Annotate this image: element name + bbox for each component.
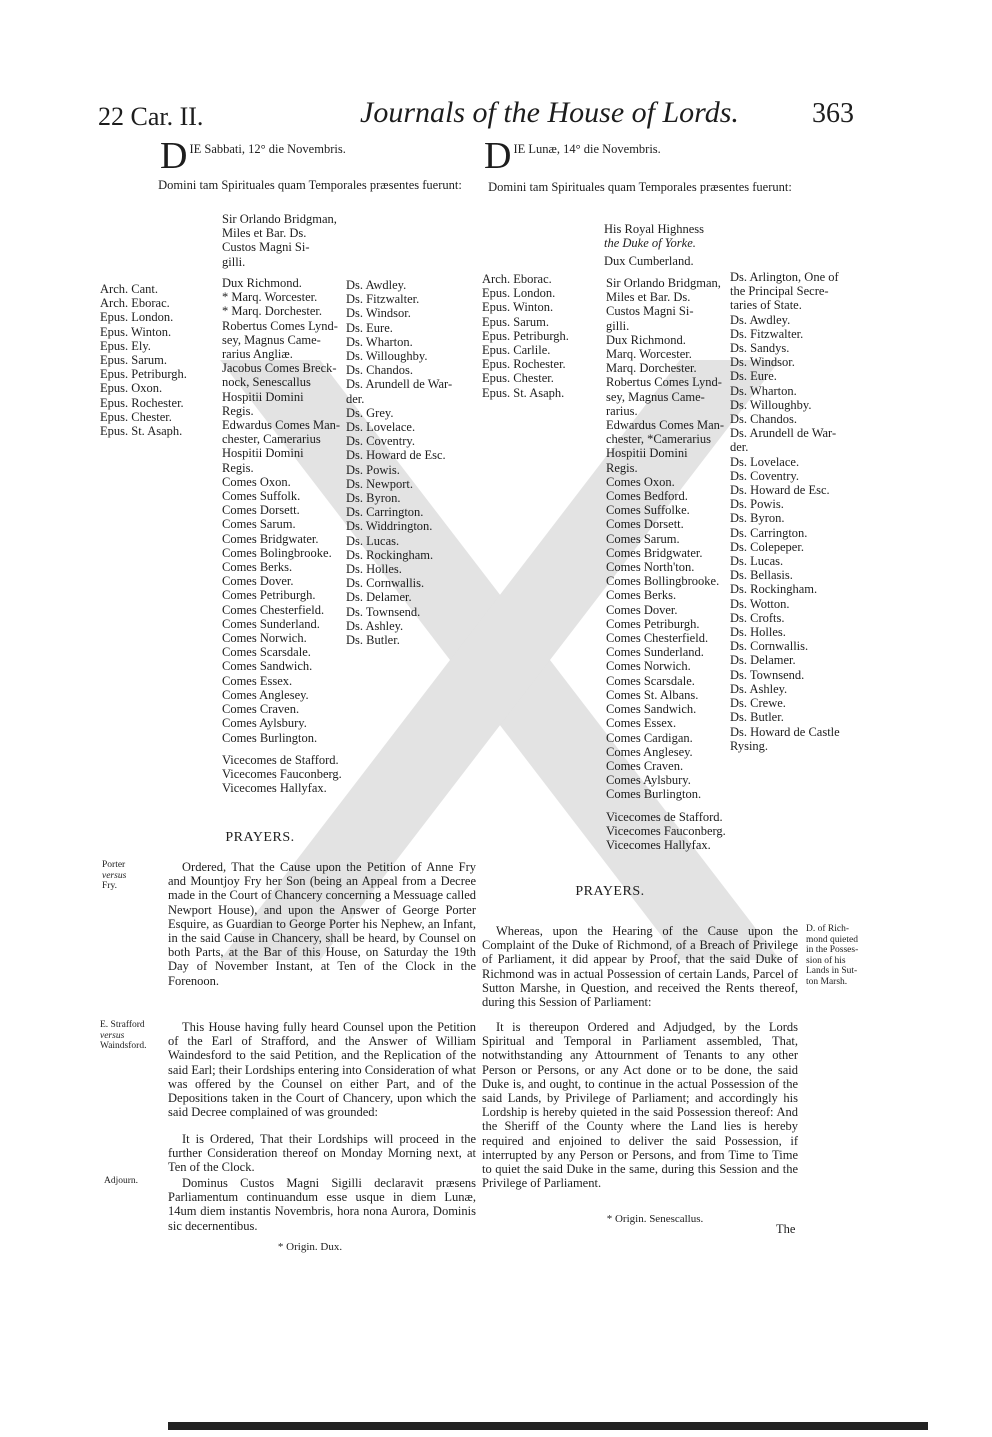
list-item: Comes Anglesey.: [606, 744, 693, 759]
note-line: versus: [100, 1030, 125, 1041]
list-item: Ds. Rockingham.: [346, 547, 434, 562]
list-item: Ds. Sandys.: [730, 341, 790, 356]
list-item: Ds. Fitzwalter.: [730, 326, 804, 341]
list-item: Hospitii Domini: [606, 446, 688, 461]
scan-edge-bar: [168, 1422, 928, 1430]
list-item: Ds. Holles.: [346, 562, 402, 577]
list-item: Robertus Comes Lynd-: [222, 318, 338, 333]
list-item: Ds. Crewe.: [730, 696, 786, 711]
list-item: Robertus Comes Lynd-: [606, 375, 722, 390]
list-item: Ds. Crofts.: [730, 610, 785, 625]
right-date: IE Lunæ, 14° die Novembris.: [513, 142, 661, 156]
list-item: the Duke of Yorke.: [604, 236, 696, 251]
list-item: Epus. Petriburgh.: [100, 367, 187, 382]
list-item: Edwardus Comes Man-: [606, 418, 725, 433]
list-item: Ds. Ashley.: [730, 681, 788, 696]
list-item: Ds. Lovelace.: [346, 420, 416, 435]
list-item: Comes Burlington.: [606, 787, 702, 802]
list-item: Ds. Powis.: [346, 462, 400, 477]
list-item: Comes Oxon.: [606, 474, 675, 489]
list-item: Ds. Arlington, One of: [730, 270, 839, 284]
right-prayers-heading: PRAYERS.: [575, 884, 645, 899]
list-item: Marq. Worcester.: [606, 347, 692, 362]
note-line: E. Strafford: [100, 1020, 145, 1030]
list-item: Comes Sandwich.: [222, 659, 313, 674]
list-item: Ds. Willoughby.: [730, 397, 812, 412]
list-item: Ds. Chandos.: [730, 412, 798, 427]
list-item: Jacobus Comes Breck-: [222, 361, 337, 376]
list-item: Comes Dover.: [606, 602, 678, 617]
list-item: Comes Bolingbrooke.: [222, 545, 332, 560]
left-chancellor: [222, 212, 337, 269]
list-item: Ds. Byron.: [346, 491, 401, 506]
note-line: mond quieted: [806, 934, 858, 945]
list-item: Ds. Cornwallis.: [346, 576, 425, 591]
list-item: Ds. Newport.: [346, 476, 414, 491]
list-item: Custos Magni Si-: [222, 240, 310, 255]
list-item: Ds. Coventry.: [346, 434, 415, 449]
list-item: His Royal Highness: [604, 222, 704, 236]
list-item: Ds. Arundell de War-: [730, 426, 837, 441]
left-paragraph-2: This House having fully heard Counsel upon the Petition of the Earl of Strafford, and the Answer of William Waindesford to the said Petition, and the Replication of the said Earl; their Lordships entering into Consideration of what was offered by the Counsel on either Part, and of the Depositions taken in the Court of Chancery, upon which the said Decree complained of was grounded:: [168, 1020, 476, 1120]
list-item: Vicecomes de Stafford.: [222, 752, 339, 767]
list-item: rarius Angliæ.: [222, 347, 293, 362]
list-item: Dux Richmond.: [606, 332, 686, 347]
list-item: Comes Cardigan.: [606, 730, 693, 745]
list-item: Ds. Lovelace.: [730, 454, 800, 469]
left-paragraph-3: It is Ordered, That their Lordships will proceed in the further Consideration thereof on Monday Morning next, at Ten of the Clock.: [168, 1132, 476, 1175]
list-item: Vicecomes Fauconberg.: [222, 766, 342, 781]
note-line: Waindsford.: [100, 1041, 147, 1051]
list-item: Comes Burlington.: [222, 730, 318, 745]
list-item: Comes Sunderland.: [606, 645, 704, 660]
list-item: Ds. Powis.: [730, 497, 784, 512]
list-item: Epus. Rochester.: [100, 395, 184, 410]
list-item: Epus. Ely.: [100, 338, 151, 353]
list-item: Comes Sarum.: [606, 531, 680, 546]
list-item: Ds. Wharton.: [730, 383, 797, 398]
list-item: Comes Norwich.: [222, 631, 307, 646]
list-item: Epus. Chester.: [482, 371, 554, 386]
list-item: Ds. Byron.: [730, 511, 785, 526]
list-item: Comes Bollingbrooke.: [606, 574, 720, 589]
right-bishops-list: [482, 272, 569, 400]
list-item: Ds. Howard de Castle: [730, 724, 840, 739]
left-margin-note-2: [100, 1020, 146, 1052]
list-item: Comes Sandwich.: [606, 702, 697, 717]
left-date-heading: [160, 135, 480, 177]
list-item: Ds. Delamer.: [730, 653, 796, 668]
list-item: Ds. Awdley.: [730, 312, 791, 327]
list-item: rarius.: [606, 403, 638, 418]
list-item: Comes Chesterfield.: [606, 631, 709, 646]
list-item: Ds. Grey.: [346, 405, 394, 420]
list-item: taries of State.: [730, 298, 802, 313]
list-item: Epus. Rochester.: [482, 357, 566, 372]
list-item: Ds. Howard de Esc.: [346, 448, 446, 463]
list-item: Ds. Townsend.: [730, 667, 805, 682]
list-item: Custos Magni Si-: [606, 304, 694, 319]
list-item: Ds. Howard de Esc.: [730, 483, 830, 498]
right-peers-list: [606, 276, 726, 852]
note-line: Adjourn.: [104, 1176, 139, 1186]
page-number: 363: [812, 98, 854, 129]
note-line: Fry.: [102, 881, 117, 891]
right-paragraph-2: It is thereupon Ordered and Adjudged, by the Lords Spiritual and Temporal in Parliament assembled, That, notwithstanding any Attournment of Tenants to any other Person or Persons, or any Act done or to be done, the said Duke is, and ought, to continue in the actual Possession of the said Lands, by Privilege of Parliament; and accordingly his Lordship is hereby quieted in the said Possession thereof: And the Sheriff of the County where the Land lies is hereby required and enjoined to deliver the said Possession, if interrupted by any Person or Persons, and from Time to Time to quiet the said Duke in the same, during this Session and the Privilege of Parliament.: [482, 1020, 798, 1191]
list-item: Epus. Sarum.: [482, 314, 550, 329]
right-royal: [604, 222, 704, 269]
list-item: Ds. Townsend.: [346, 604, 421, 619]
left-margin-note-1: [102, 860, 126, 892]
note-line: Porter: [102, 860, 126, 870]
list-item: Epus. Sarum.: [100, 353, 168, 368]
list-item: Miles et Bar. Ds.: [606, 290, 691, 305]
header-regnal-year: 22 Car. II.: [98, 102, 204, 131]
list-item: Comes Berks.: [222, 560, 293, 575]
list-item: Comes Dorsett.: [606, 517, 684, 532]
left-date: IE Sabbati, 12° die Novembris.: [189, 142, 346, 156]
note-line: ton Marsh.: [806, 976, 848, 987]
list-item: Comes Craven.: [606, 758, 684, 773]
catchword: The: [776, 1222, 796, 1236]
note-line: in the Posses-: [806, 945, 859, 955]
left-barons-list: [346, 278, 452, 647]
list-item: Ds. Carrington.: [346, 505, 424, 520]
list-item: Epus. London.: [482, 286, 556, 301]
list-item: der.: [730, 440, 749, 455]
list-item: Comes Oxon.: [222, 474, 291, 489]
right-date-heading: [484, 135, 804, 177]
list-item: Epus. St. Asaph.: [100, 424, 183, 439]
list-item: Comes Sunderland.: [222, 616, 320, 631]
list-item: Epus. Chester.: [100, 409, 172, 424]
list-item: * Marq. Worcester.: [222, 290, 318, 305]
list-item: Comes Suffolke.: [606, 503, 690, 518]
list-item: [606, 802, 726, 810]
list-item: Ds. Butler.: [346, 633, 400, 648]
list-item: Comes Petriburgh.: [222, 588, 316, 603]
note-line: D. of Rich-: [806, 924, 850, 934]
list-item: Comes Aylsbury.: [222, 716, 307, 731]
list-item: Comes North'ton.: [606, 560, 695, 575]
list-item: Arch. Eborac.: [482, 272, 552, 286]
list-item: Ds. Colepeper.: [730, 539, 804, 554]
left-paragraph-4: Dominus Custos Magni Sigilli declaravit præsens Parliamentum continuandum esse usque in diem Lunæ, 14um diem instantis Novembris, hora nona Aurora, Dominis sic decernentibus.: [168, 1176, 476, 1233]
list-item: Epus. London.: [100, 310, 174, 325]
list-item: Regis.: [222, 460, 254, 475]
list-item: Vicecomes Hallyfax.: [606, 837, 711, 852]
list-item: Ds. Eure.: [730, 369, 777, 384]
list-item: Ds. Wharton.: [346, 334, 413, 349]
list-item: Comes Aylsbury.: [606, 773, 691, 788]
list-item: Comes Essex.: [222, 673, 293, 688]
list-item: Comes Bedford.: [606, 489, 688, 504]
left-intro: Domini tam Spirituales quam Temporales præsentes fuerunt:: [158, 178, 462, 192]
list-item: Rysing.: [730, 738, 769, 753]
list-item: Comes Craven.: [222, 702, 300, 717]
right-paragraph-1: Whereas, upon the Hearing of the Cause upon the Complaint of the Duke of Richmond, of a Breach of Privilege of Parliament, it did appear by Proof, that the said Duke of Richmond was in actual Possession of certain Lands, Parcel of Sutton Marshe, in Question, and received the Rents thereof, during this Session of Parliament:: [482, 924, 798, 1010]
list-item: Miles et Bar. Ds.: [222, 226, 307, 241]
list-item: Comes Scarsdale.: [606, 673, 695, 688]
list-item: Ds. Arundell de War-: [346, 377, 453, 392]
list-item: Ds. Carrington.: [730, 525, 808, 540]
list-item: Epus. Carlile.: [482, 343, 551, 358]
list-item: Vicecomes Hallyfax.: [222, 781, 327, 796]
list-item: Ds. Fitzwalter.: [346, 292, 420, 307]
list-item: Ds. Butler.: [730, 710, 784, 725]
list-item: Epus. St. Asaph.: [482, 385, 565, 400]
list-item: Arch. Eborac.: [100, 296, 170, 311]
list-item: Ds. Windsor.: [730, 355, 795, 370]
left-peers-list: [222, 276, 342, 795]
right-barons-list: [730, 270, 840, 753]
left-paragraph-1: Ordered, That the Cause upon the Petition of Anne Fry and Mountjoy Fry her Son (being an Appeal from a Decree made in the Court of Chancery concerning a Messuage called Newport House), and upon the Answer of George Porter Esquire, as Guardian to George Porter his Nephew, an Infant, in the said Cause in Chancery, shall be heard, by Counsel on both Parts, at the Bar of this House, on Saturday the 19th Day of November Instant, at Ten of the Clock in the Forenoon.: [168, 860, 476, 988]
list-item: Comes Bridgwater.: [606, 545, 703, 560]
note-line: sion of his: [806, 955, 846, 966]
list-item: Ds. Delamer.: [346, 590, 412, 605]
list-item: Arch. Cant.: [100, 282, 158, 296]
list-item: Ds. Ashley.: [346, 618, 404, 633]
left-dropcap: D: [160, 135, 188, 177]
list-item: Edwardus Comes Man-: [222, 418, 341, 433]
list-item: Comes Sarum.: [222, 517, 296, 532]
list-item: Hospitii Domini: [222, 446, 304, 461]
list-item: Comes Berks.: [606, 588, 677, 603]
list-item: Regis.: [606, 460, 638, 475]
list-item: Vicecomes Fauconberg.: [606, 823, 726, 838]
list-item: Vicecomes de Stafford.: [606, 809, 723, 824]
right-footnote: * Origin. Senescallus.: [606, 1213, 704, 1225]
list-item: Ds. Windsor.: [346, 306, 411, 321]
list-item: chester, *Camerarius: [606, 432, 712, 447]
list-item: Comes Suffolk.: [222, 489, 301, 504]
list-item: gilli.: [606, 318, 630, 333]
list-item: Epus. Winton.: [100, 324, 172, 339]
list-item: Comes Petriburgh.: [606, 616, 700, 631]
list-item: sey, Magnus Came-: [222, 332, 321, 347]
left-bishops-list: [100, 282, 187, 438]
left-footnote: * Origin. Dux.: [277, 1241, 343, 1253]
list-item: Ds. Lucas.: [730, 554, 784, 569]
list-item: Comes Dorsett.: [222, 503, 300, 518]
list-item: the Principal Secre-: [730, 284, 829, 299]
list-item: Comes Norwich.: [606, 659, 691, 674]
list-item: Ds. Cornwallis.: [730, 639, 809, 654]
list-item: [222, 745, 342, 753]
list-item: Comes Bridgwater.: [222, 531, 319, 546]
list-item: Comes St. Albans.: [606, 687, 699, 702]
list-item: gilli.: [222, 254, 246, 269]
list-item: Epus. Winton.: [482, 300, 554, 315]
list-item: Marq. Dorchester.: [606, 361, 697, 376]
left-prayers-heading: PRAYERS.: [225, 830, 295, 845]
list-item: Comes Anglesey.: [222, 687, 309, 702]
list-item: Regis.: [222, 403, 254, 418]
list-item: Ds. Holles.: [730, 625, 786, 640]
list-item: sey, Magnus Came-: [606, 389, 705, 404]
note-line: Lands in Sut-: [806, 966, 858, 976]
list-item: Ds. Coventry.: [730, 468, 799, 483]
list-item: nock, Senescallus: [222, 375, 311, 390]
list-item: der.: [346, 391, 365, 406]
list-item: Ds. Eure.: [346, 320, 393, 335]
list-item: Sir Orlando Bridgman,: [222, 212, 337, 226]
list-item: Epus. Petriburgh.: [482, 328, 569, 343]
list-item: Comes Scarsdale.: [222, 645, 311, 660]
list-item: Ds. Awdley.: [346, 278, 407, 292]
right-intro: Domini tam Spirituales quam Temporales præsentes fuerunt:: [488, 180, 792, 194]
list-item: Dux Richmond.: [222, 276, 302, 290]
list-item: Ds. Rockingham.: [730, 582, 818, 597]
list-item: Ds. Bellasis.: [730, 568, 793, 583]
page-title: Journals of the House of Lords.: [360, 96, 739, 129]
left-margin-note-3: [104, 1176, 138, 1187]
note-line: versus: [102, 870, 127, 881]
list-item: Comes Chesterfield.: [222, 602, 325, 617]
list-item: Ds. Lucas.: [346, 533, 400, 548]
list-item: Ds. Wotton.: [730, 596, 790, 611]
list-item: Ds. Widdrington.: [346, 519, 433, 534]
list-item: Comes Essex.: [606, 716, 677, 731]
list-item: Comes Dover.: [222, 574, 294, 589]
right-margin-note-1: [806, 924, 862, 987]
list-item: Sir Orlando Bridgman,: [606, 276, 721, 290]
list-item: chester, Camerarius: [222, 432, 321, 447]
list-item: * Marq. Dorchester.: [222, 304, 322, 319]
list-item: Ds. Willoughby.: [346, 349, 428, 364]
list-item: Ds. Chandos.: [346, 363, 414, 378]
right-dropcap: D: [484, 135, 512, 177]
list-item: Hospitii Domini: [222, 389, 304, 404]
list-item: Dux Cumberland.: [604, 254, 694, 269]
list-item: Epus. Oxon.: [100, 381, 163, 396]
